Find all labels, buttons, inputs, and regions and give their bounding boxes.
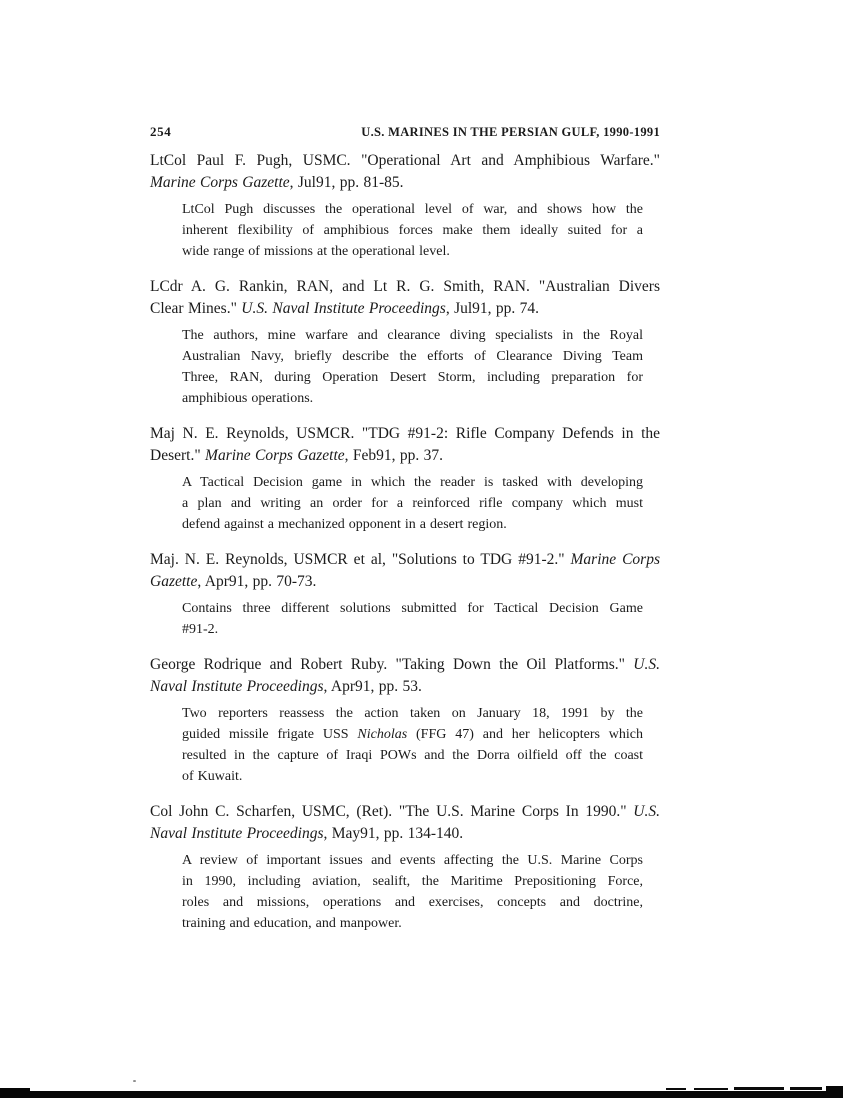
annotation-line <box>182 199 643 220</box>
scan-edge-blob-right <box>826 1086 843 1097</box>
text-segment: Maj. N. E. Reynolds, USMCR et al, "Solutions to TDG #91-2." <box>150 551 571 568</box>
annotation-paragraph <box>182 472 643 535</box>
italic-text-segment: Marine Corps Gazette <box>205 447 345 464</box>
annotation-line <box>182 619 643 640</box>
citation-paragraph <box>150 549 660 593</box>
text-segment: amphibious operations. <box>182 391 314 406</box>
bibliography-list <box>150 150 660 934</box>
text-segment: Desert." <box>150 447 206 464</box>
annotation-line <box>182 388 643 409</box>
citation-line <box>150 654 660 676</box>
annotation-line <box>182 871 643 892</box>
annotation-paragraph <box>182 850 643 934</box>
italic-text-segment: U.S. <box>633 656 660 673</box>
text-segment: wide range of missions at the operational level. <box>182 244 450 259</box>
running-title: U.S. MARINES IN THE PERSIAN GULF, 1990-1991 <box>361 125 660 139</box>
text-segment: A Tactical Decision game in which the reader is tasked with developing <box>182 475 643 490</box>
text-column <box>150 124 660 948</box>
page-number: 254 <box>150 124 172 139</box>
text-segment: roles and missions, operations and exercises, concepts and doctrine, <box>182 895 643 910</box>
citation-line <box>150 276 660 298</box>
text-segment: (FFG 47) and her helicopters which <box>407 727 643 742</box>
citation-line <box>150 423 660 445</box>
text-segment: Two reporters reassess the action taken on January 18, 1991 by the <box>182 706 643 721</box>
annotation-line <box>182 367 643 388</box>
citation-line <box>150 150 660 172</box>
scan-edge-dash <box>666 1088 686 1090</box>
citation-line <box>150 571 660 593</box>
annotation-line <box>182 850 643 871</box>
annotation-line <box>182 514 643 535</box>
text-segment: The authors, mine warfare and clearance diving specialists in the Royal <box>182 328 643 343</box>
italic-text-segment: Naval Institute Proceedings <box>150 678 324 695</box>
annotation-paragraph <box>182 703 643 787</box>
text-segment: of Kuwait. <box>182 769 243 784</box>
italic-text-segment: Marine Corps Gazette <box>150 174 290 191</box>
text-segment: LtCol Pugh discusses the operational level of war, and shows how the <box>182 202 643 217</box>
text-segment: in 1990, including aviation, sealift, the Maritime Prepositioning Force, <box>182 874 643 889</box>
text-segment: , Jul91, pp. 81-85. <box>289 174 404 191</box>
text-segment: A review of important issues and events affecting the U.S. Marine Corps <box>182 853 643 868</box>
citation-paragraph <box>150 801 660 845</box>
text-segment: LtCol Paul F. Pugh, USMC. "Operational Art and Amphibious Warfare." <box>150 152 660 169</box>
text-segment: , Apr91, pp. 70-73. <box>197 573 317 590</box>
citation-paragraph <box>150 654 660 698</box>
annotation-line <box>182 325 643 346</box>
scan-edge-dash <box>694 1088 728 1090</box>
annotation-paragraph <box>182 325 643 409</box>
italic-text-segment: U.S. Naval Institute Proceedings <box>241 300 446 317</box>
text-segment: inherent flexibility of amphibious forces make them ideally suited for a <box>182 223 643 238</box>
text-segment: Maj N. E. Reynolds, USMCR. "TDG #91-2: Rifle Company Defends in the <box>150 425 660 442</box>
annotation-paragraph <box>182 598 643 640</box>
citation-line <box>150 549 660 571</box>
citation-line <box>150 298 660 320</box>
citation-line <box>150 172 660 194</box>
text-segment: guided missile frigate USS <box>182 727 358 742</box>
text-segment: defend against a mechanized opponent in a desert region. <box>182 517 507 532</box>
text-segment: , Jul91, pp. 74. <box>445 300 540 317</box>
scan-edge-blob-left <box>0 1088 30 1097</box>
scan-edge-bar <box>0 1091 843 1098</box>
text-segment: Contains three different solutions submitted for Tactical Decision Game <box>182 601 643 616</box>
annotation-paragraph <box>182 199 643 262</box>
annotation-line <box>182 493 643 514</box>
italic-text-segment: Nicholas <box>357 727 408 742</box>
text-segment: resulted in the capture of Iraqi POWs and the Dorra oilfield off the coast <box>182 748 643 763</box>
annotation-line <box>182 346 643 367</box>
annotation-line <box>182 724 643 745</box>
italic-text-segment: Gazette <box>150 573 198 590</box>
text-segment: #91-2. <box>182 622 219 637</box>
italic-text-segment: Marine Corps <box>570 551 660 568</box>
citation-line <box>150 823 660 845</box>
italic-text-segment: U.S. <box>633 803 660 820</box>
text-segment: Clear Mines." <box>150 300 242 317</box>
annotation-line <box>182 598 643 619</box>
italic-text-segment: Naval Institute Proceedings <box>150 825 324 842</box>
annotation-line <box>182 766 643 787</box>
text-segment: George Rodrique and Robert Ruby. "Taking Down the Oil Platforms." <box>150 656 634 673</box>
text-segment: training and education, and manpower. <box>182 916 402 931</box>
text-segment: a plan and writing an order for a reinforced rifle company which must <box>182 496 643 511</box>
citation-line <box>150 801 660 823</box>
text-segment: , May91, pp. 134-140. <box>323 825 464 842</box>
text-segment: , Feb91, pp. 37. <box>344 447 444 464</box>
text-segment: , Apr91, pp. 53. <box>323 678 422 695</box>
citation-paragraph <box>150 150 660 194</box>
citation-paragraph <box>150 423 660 467</box>
scan-edge-dash <box>734 1087 784 1090</box>
annotation-line <box>182 703 643 724</box>
annotation-line <box>182 220 643 241</box>
running-header <box>150 124 660 140</box>
text-segment: Australian Navy, briefly describe the efforts of Clearance Diving Team <box>182 349 643 364</box>
text-segment: Col John C. Scharfen, USMC, (Ret). "The U.S. Marine Corps In 1990." <box>150 803 634 820</box>
scan-speck <box>133 1080 136 1082</box>
scan-edge-dash <box>790 1087 822 1090</box>
annotation-line <box>182 892 643 913</box>
annotation-line <box>182 472 643 493</box>
text-segment: LCdr A. G. Rankin, RAN, and Lt R. G. Smith, RAN. "Australian Divers <box>150 278 660 295</box>
text-segment: Three, RAN, during Operation Desert Storm, including preparation for <box>182 370 643 385</box>
citation-line <box>150 445 660 467</box>
annotation-line <box>182 913 643 934</box>
annotation-line <box>182 745 643 766</box>
citation-paragraph <box>150 276 660 320</box>
annotation-line <box>182 241 643 262</box>
citation-line <box>150 676 660 698</box>
